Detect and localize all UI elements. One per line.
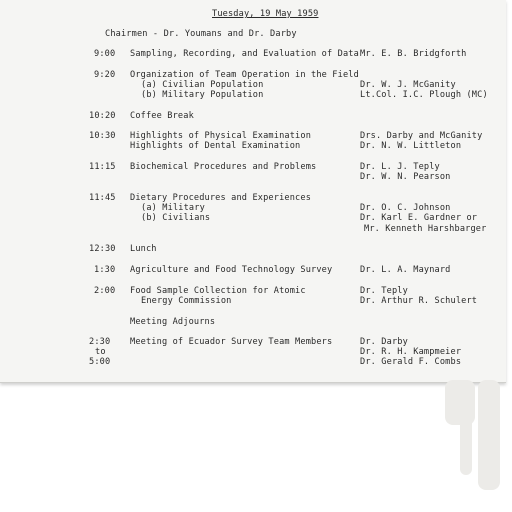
time-label: 11:45 — [89, 193, 116, 203]
speaker-name: Dr. W. N. Pearson — [360, 172, 451, 182]
time-label: 2:30 — [89, 337, 111, 347]
session-title: Meeting Adjourns — [130, 317, 216, 327]
speaker-name: Dr. R. H. Kampmeier — [360, 347, 462, 357]
speaker-name: Dr. Teply — [360, 286, 408, 296]
session-title: Lunch — [130, 244, 157, 254]
speaker-name: Dr. W. J. McGanity — [360, 80, 456, 90]
time-label: 10:30 — [89, 131, 116, 141]
session-title: Highlights of Physical Examination — [130, 131, 312, 141]
chairmen-line: Chairmen - Dr. Youmans and Dr. Darby — [105, 29, 297, 39]
session-title: Biochemical Procedures and Problems — [130, 162, 317, 172]
session-subitem: (a) Military — [141, 203, 205, 213]
time-label: to — [95, 347, 106, 357]
speaker-name: Dr. Arthur R. Schulert — [360, 296, 478, 306]
speaker-name: Dr. N. W. Littleton — [360, 141, 462, 151]
session-title: Meeting of Ecuador Survey Team Members — [130, 337, 333, 347]
speaker-name: Mr. Kenneth Harshbarger — [364, 224, 487, 234]
time-label: 5:00 — [89, 357, 111, 367]
speaker-name: Mr. E. B. Bridgforth — [360, 49, 467, 59]
time-label: 2:00 — [94, 286, 116, 296]
speaker-name: Dr. Darby — [360, 337, 408, 347]
speaker-name: Dr. L. J. Teply — [360, 162, 440, 172]
session-title: Highlights of Dental Examination — [130, 141, 301, 151]
session-title: Food Sample Collection for Atomic — [130, 286, 306, 296]
session-title: Sampling, Recording, and Evaluation of Data — [130, 49, 359, 59]
session-title: Organization of Team Operation in the Field — [130, 70, 359, 80]
time-label: 11:15 — [89, 162, 116, 172]
speaker-name: Dr. Gerald F. Combs — [360, 357, 462, 367]
time-label: 12:30 — [89, 244, 116, 254]
speaker-name: Dr. Karl E. Gardner or — [360, 213, 478, 223]
page-heading: Tuesday, 19 May 1959 — [212, 9, 319, 19]
scan-smear — [478, 380, 500, 490]
session-title: Dietary Procedures and Experiences — [130, 193, 312, 203]
speaker-name: Lt.Col. I.C. Plough (MC) — [360, 90, 488, 100]
speaker-name: Dr. L. A. Maynard — [360, 265, 451, 275]
speaker-name: Drs. Darby and McGanity — [360, 131, 483, 141]
session-title: Agriculture and Food Technology Survey — [130, 265, 333, 275]
time-label: 9:00 — [94, 49, 116, 59]
session-title: Energy Commission — [141, 296, 232, 306]
session-title: Coffee Break — [130, 111, 194, 121]
session-subitem: (b) Civilians — [141, 213, 211, 223]
scan-smear — [460, 400, 472, 475]
time-label: 10:20 — [89, 111, 116, 121]
time-label: 9:20 — [94, 70, 116, 80]
speaker-name: Dr. O. C. Johnson — [360, 203, 451, 213]
time-label: 1:30 — [94, 265, 116, 275]
session-subitem: (b) Military Population — [141, 90, 264, 100]
session-subitem: (a) Civilian Population — [141, 80, 264, 90]
